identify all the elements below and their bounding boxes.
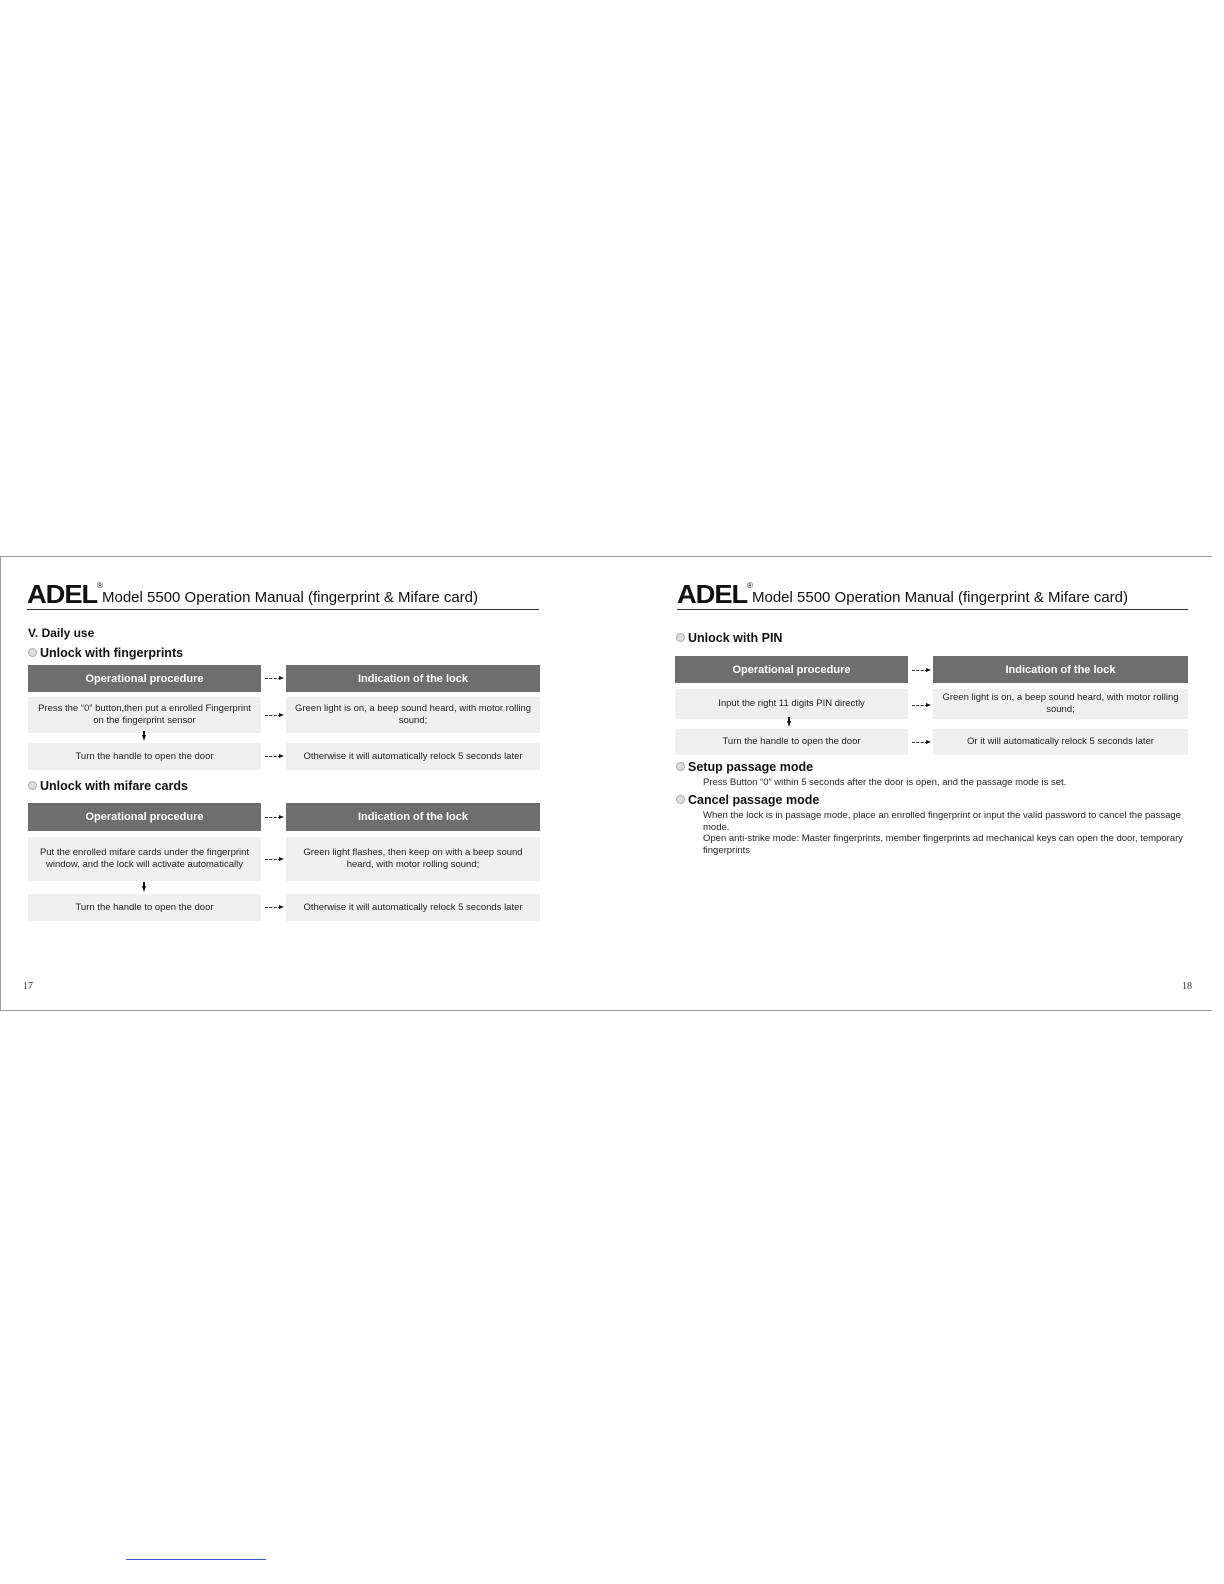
page-number: 18 (1182, 981, 1192, 992)
arrow-right-icon (265, 859, 281, 860)
header-indication: Indication of the lock (286, 665, 540, 692)
header-procedure: Operational procedure (28, 803, 261, 831)
footer-link-underline (126, 1559, 266, 1560)
indication-step-2: Otherwise it will automatically relock 5 seconds later (286, 743, 540, 770)
arrow-down-icon (142, 886, 146, 892)
section-pin (676, 631, 782, 645)
arrow-right-icon (265, 756, 281, 757)
procedure-step-1: Input the right 11 digits PIN directly (675, 689, 908, 719)
manual-spread (0, 556, 1212, 1011)
indication-step-1: Green light flashes, then keep on with a beep sound heard, with motor rolling sound; (286, 837, 540, 881)
arrow-down-icon (787, 721, 791, 727)
section-title: Setup passage mode (688, 760, 814, 774)
arrow-right-icon (265, 715, 281, 716)
indication-step-1: Green light is on, a beep sound heard, with motor rolling sound; (286, 697, 540, 733)
section-setup-passage (676, 760, 813, 774)
procedure-step-2: Turn the handle to open the door (28, 743, 261, 770)
indication-step-2: Otherwise it will automatically relock 5 seconds later (286, 894, 540, 921)
arrow-down-icon (142, 735, 146, 741)
brand-logo: ADEL (677, 579, 748, 609)
anti-strike-text: Open anti-strike mode: Master fingerprints, member fingerprints ad mechanical keys can open the door, temporary fingerprints (703, 833, 1183, 856)
setup-passage-text: Press Button “0” within 5 seconds after the door is open, and the passage mode is set. (703, 777, 1067, 788)
indication-step-2: Or it will automatically relock 5 seconds later (933, 729, 1188, 755)
procedure-step-1: Put the enrolled mifare cards under the fingerprint window, and the lock will activate automatically (28, 837, 261, 881)
arrow-right-icon (912, 670, 928, 671)
arrow-right-icon (265, 907, 281, 908)
page-number: 17 (23, 981, 33, 992)
procedure-step-2: Turn the handle to open the door (28, 894, 261, 921)
registered-mark: ® (747, 581, 753, 590)
section-title: Unlock with fingerprints (40, 646, 184, 660)
bullet-icon (676, 633, 685, 642)
section-title: Unlock with PIN (688, 631, 783, 645)
arrow-right-icon (265, 817, 281, 818)
arrow-right-icon (912, 705, 928, 706)
bullet-icon (28, 781, 37, 790)
arrow-right-icon (912, 742, 928, 743)
page-header (677, 581, 1188, 610)
procedure-step-1: Press the “0” button,then put a enrolled Fingerprint on the fingerprint sensor (28, 697, 261, 733)
header-title: Model 5500 Operation Manual (fingerprint & Mifare card) (102, 589, 479, 606)
brand-logo: ADEL (27, 579, 98, 609)
bullet-icon (676, 795, 685, 804)
header-title: Model 5500 Operation Manual (fingerprint & Mifare card) (752, 589, 1129, 606)
header-indication: Indication of the lock (933, 656, 1188, 683)
header-procedure: Operational procedure (675, 656, 908, 683)
header-indication: Indication of the lock (286, 803, 540, 831)
page-header (27, 581, 539, 610)
section-cancel-passage (676, 793, 819, 807)
section-title: Cancel passage mode (688, 793, 820, 807)
bullet-icon (28, 648, 37, 657)
procedure-step-2: Turn the handle to open the door (675, 729, 908, 755)
indication-step-1: Green light is on, a beep sound heard, with motor rolling sound; (933, 689, 1188, 719)
cancel-passage-text: When the lock is in passage mode, place an enrolled fingerprint or input the valid password to cancel the passage mode. (703, 810, 1181, 833)
section-fingerprints (28, 646, 183, 660)
header-procedure: Operational procedure (28, 665, 261, 692)
left-page (1, 557, 601, 1012)
chapter-title: V. Daily use (28, 626, 95, 640)
section-title: Unlock with mifare cards (40, 779, 188, 793)
section-mifare (28, 779, 188, 793)
bullet-icon (676, 762, 685, 771)
right-page (601, 557, 1213, 1012)
registered-mark: ® (97, 581, 103, 590)
arrow-right-icon (265, 678, 281, 679)
